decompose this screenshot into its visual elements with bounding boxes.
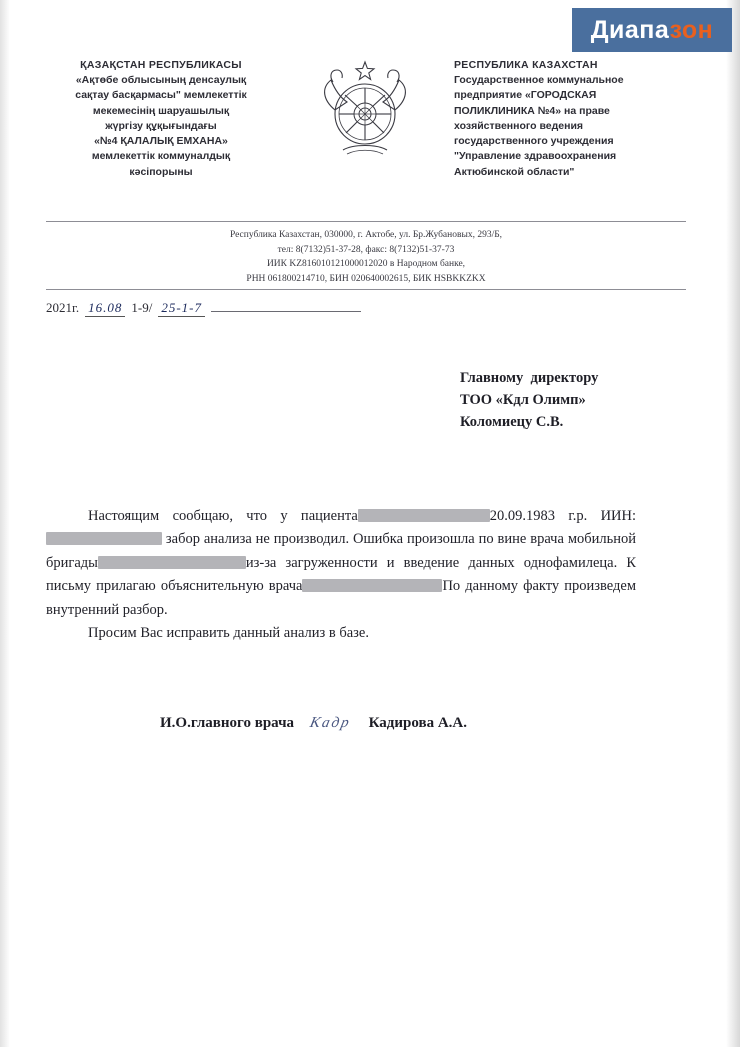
watermark-text-part1: Диапа xyxy=(590,15,670,44)
number-underline xyxy=(211,311,361,312)
date-and-number-row xyxy=(46,300,361,317)
addressee-line-0: Главному директору xyxy=(460,370,599,386)
letterhead-ru-line-5: государственного учреждения xyxy=(454,135,614,148)
watermark-text xyxy=(591,16,714,45)
redaction-iin xyxy=(46,532,162,545)
letterhead-ru-line-1: Государственное коммунальное xyxy=(454,74,624,87)
divider-bottom xyxy=(46,289,686,290)
letterhead-kz-line-1: «Ақтөбе облысының денсаулық xyxy=(75,74,247,87)
signature-block xyxy=(160,715,640,732)
body-text-2: 20.09.1983 г.р. xyxy=(489,508,588,524)
redaction-patient-name xyxy=(358,509,490,522)
letterhead-kz-line-2: сақтау басқармасы" мемлекеттік xyxy=(75,89,247,102)
body-text-8: По данному факту произведем внутренний разбор. xyxy=(46,578,636,618)
watermark-diapazon xyxy=(572,8,732,52)
letterhead-kz-line-4: жүргізу құқығындағы xyxy=(105,119,217,132)
redaction-brigade-doctor xyxy=(98,556,246,569)
signature-role: И.О.главного врача xyxy=(160,715,295,731)
addressee-block xyxy=(460,368,690,433)
letterhead-kazakh-block xyxy=(46,58,276,180)
handwritten-signature: Кадр xyxy=(308,715,353,731)
watermark-text-part2: зон xyxy=(669,15,714,44)
letterhead xyxy=(46,58,686,180)
letterhead-kz-line-0: ҚАЗАҚСТАН РЕСПУБЛИКАСЫ xyxy=(80,59,242,71)
body-text-7: введение данных однофамилеца. К письму прилагаю объяснительную врача xyxy=(46,554,636,595)
letterhead-kz-line-3: мекемесінің шаруашылық xyxy=(92,104,230,117)
addressee-line-1: ТОО «Кдл Олимп» xyxy=(460,391,586,408)
bank-details-block xyxy=(46,228,686,287)
redaction-explanatory-doctor xyxy=(302,579,442,592)
body-text-6: из-за загруженности и xyxy=(245,554,395,571)
letterhead-ru-line-3: ПОЛИКЛИНИКА №4» на праве xyxy=(454,104,610,117)
handwritten-date: 16.08 xyxy=(85,300,125,317)
divider-top xyxy=(46,221,686,222)
body-text-1: Настоящим сообщаю, что у пациента xyxy=(88,508,358,524)
year-label: 2021г. xyxy=(46,300,80,315)
bank-details-line-2: ИИК KZ816010121000012020 в Народном банке, xyxy=(266,259,466,270)
letterhead-ru-line-2: предприятие «ГОРОДСКАЯ xyxy=(454,89,597,102)
bank-details-line-0: Республика Казахстан, 030000, г. Актобе, ул. Бр.Жубановых, 293/Б, xyxy=(229,230,503,240)
letterhead-ru-line-0: РЕСПУБЛИКА КАЗАХСТАН xyxy=(454,59,598,71)
letterhead-russian-block xyxy=(454,58,686,180)
body-text-3: ИИН: xyxy=(600,508,637,524)
letterhead-ru-line-7: Актюбинской области" xyxy=(454,165,575,178)
letterhead-kz-line-5: «№4 ҚАЛАЛЫҚ ЕМХАНА» xyxy=(94,135,228,148)
letterhead-ru-line-6: "Управление здравоохранения xyxy=(454,150,617,163)
bank-details-line-3: РНН 061800214710, БИН 020640002615, БИК HSBKKZKX xyxy=(246,274,486,285)
letterhead-kz-line-6: мемлекеттік коммуналдық xyxy=(91,150,231,163)
body-paragraph-2: Просим Вас исправить данный анализ в базе. xyxy=(88,625,369,642)
letterhead-ru-line-4: хозяйственного ведения xyxy=(454,119,584,132)
bank-details-line-1: тел: 8(7132)51-37-28, факс: 8(7132)51-37-73 xyxy=(277,244,455,255)
body-text-5: врача мобильной бригады xyxy=(46,531,637,571)
signature-name: Кадирова А.А. xyxy=(368,715,468,731)
letter-body xyxy=(46,505,636,646)
addressee-line-2: Коломиецу С.В. xyxy=(460,413,564,430)
coat-of-arms-emblem xyxy=(317,58,413,166)
body-text-4: забор анализа не производил. Ошибка произошла по вине xyxy=(165,531,527,548)
letterhead-kz-line-7: кәсіпорыны xyxy=(129,165,193,178)
document-number-prefix: 1-9/ xyxy=(131,300,153,315)
handwritten-document-number: 25-1-7 xyxy=(158,300,205,317)
body-paragraph-1 xyxy=(46,505,636,622)
